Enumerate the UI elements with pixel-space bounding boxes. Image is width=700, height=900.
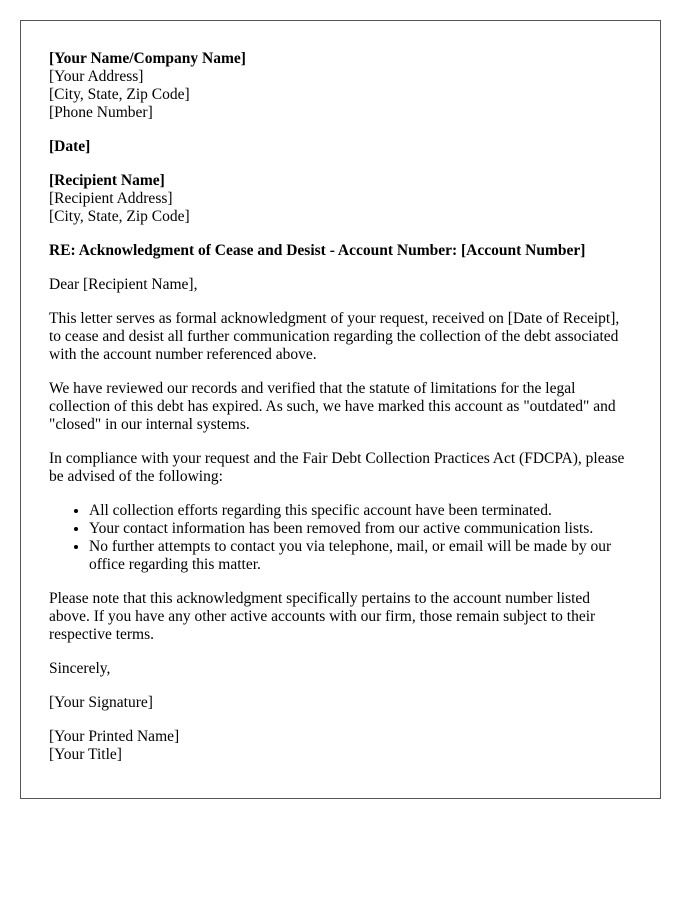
letter-date: [Date] bbox=[49, 138, 91, 155]
sender-phone: [Phone Number] bbox=[49, 104, 153, 121]
subject-line: RE: Acknowledgment of Cease and Desist - Account Number: [Account Number] bbox=[49, 242, 586, 259]
sender-city-state-zip: [City, State, Zip Code] bbox=[49, 86, 190, 103]
signature-placeholder: [Your Signature] bbox=[49, 694, 153, 711]
body-paragraph-2: We have reviewed our records and verified that the statute of limitations for the legal collection of this debt has expired. As such, we have marked this account as "outdated" and "closed" in our internal systems. bbox=[49, 380, 616, 433]
sender-block bbox=[49, 50, 632, 122]
list-item: • Your contact information has been removed from our active communication lists. bbox=[89, 520, 632, 538]
list-item: • All collection efforts regarding this specific account have been terminated. bbox=[89, 502, 632, 520]
recipient-address: [Recipient Address] bbox=[49, 190, 173, 207]
body-paragraph-4: Please note that this acknowledgment specifically pertains to the account number listed above. If you have any other active accounts with our firm, those remain subject to their respective terms. bbox=[49, 590, 596, 643]
body-paragraph-1: This letter serves as formal acknowledgment of your request, received on [Date of Receipt], to cease and desist all further communication regarding the collection of the debt associated with the account number referenced above. bbox=[49, 310, 620, 363]
list-item: • No further attempts to contact you via telephone, mail, or email will be made by our office regarding this matter. bbox=[89, 538, 632, 574]
sender-address: [Your Address] bbox=[49, 68, 144, 85]
recipient-name: [Recipient Name] bbox=[49, 172, 165, 189]
signer-title: [Your Title] bbox=[49, 746, 122, 763]
sign-off: Sincerely, bbox=[49, 660, 111, 677]
printed-name: [Your Printed Name] bbox=[49, 728, 180, 745]
notice-list bbox=[49, 502, 632, 574]
recipient-block bbox=[49, 172, 632, 226]
signer-block bbox=[49, 728, 632, 764]
date-block bbox=[49, 138, 632, 156]
recipient-city-state-zip: [City, State, Zip Code] bbox=[49, 208, 190, 225]
salutation: Dear [Recipient Name], bbox=[49, 276, 198, 293]
letter-page bbox=[20, 20, 661, 799]
body-paragraph-3: In compliance with your request and the Fair Debt Collection Practices Act (FDCPA), please be advised of the following: bbox=[49, 450, 625, 485]
sender-name: [Your Name/Company Name] bbox=[49, 50, 246, 67]
